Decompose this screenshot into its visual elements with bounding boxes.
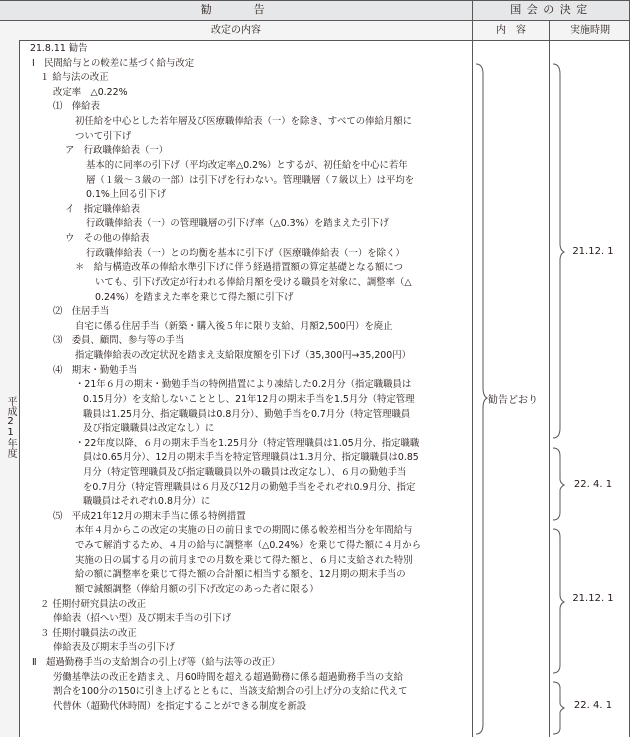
text-line: 労働基準法の改正を踏まえ、月60時間を超える超過勤務に係る超過勤務手当の支給 bbox=[53, 671, 403, 683]
header-effective-date: 実施時期 bbox=[550, 21, 630, 41]
text-line: Ⅰ 民間給与との較差に基づく給与改定 bbox=[32, 57, 195, 69]
text-line: ついて引下げ bbox=[75, 130, 132, 142]
text-line: 職職員はそれぞれ0.8月分）に bbox=[83, 496, 211, 508]
text-line: でみて解消するため、４月の給与に調整率（△0.24%）を乗じて得た額に４月から bbox=[75, 540, 421, 552]
text-line: ⑷ 期末・勤勉手当 bbox=[53, 364, 138, 376]
text-line: ウ その他の俸給表 bbox=[65, 233, 150, 245]
text-line: 俸給表（招へい型）及び期末手当の引下げ bbox=[53, 613, 232, 625]
text-line: イ 指定職俸給表 bbox=[65, 203, 141, 215]
text-line: ・21年６月の期末・勤勉手当の特例措置により凍結した0.2月分（指定職職員は bbox=[75, 379, 412, 391]
border-top bbox=[0, 0, 630, 1]
header-diet-decision: 国会の決定 bbox=[473, 0, 630, 21]
text-line: いても、引下げ改定が行われる俸給月額を受ける職員を対象に、調整率（△ bbox=[95, 276, 412, 288]
text-line: 給の額に調整率を乗じて得た額の合計額に相当する額を、12月期の期末手当の bbox=[75, 569, 406, 581]
text-line: 員は0.65月分）、12月の期末手当を特定管理職員は1.3月分、指定職職員は0.85 bbox=[83, 452, 419, 464]
text-line: ア 行政職俸給表（一） bbox=[65, 145, 169, 157]
date-2: 22. 4. 1 bbox=[573, 479, 613, 490]
text-line: 俸給表及び期末手当の引下げ bbox=[53, 642, 175, 654]
text-line: 割合を100分の150に引き上げるとともに、当該支給割合の引上げ分の支給に代えて bbox=[53, 686, 408, 698]
text-line: を0.7月分（特定管理職員は６月及び12月の勤勉手当をそれぞれ0.9月分、指定 bbox=[83, 481, 416, 493]
text-line: 行政職俸給表（一）の管理職層の引下げ率（△0.3%）を踏まえた引下げ bbox=[86, 218, 389, 230]
decision-text: 勧告どおり bbox=[488, 395, 538, 406]
header-revision-content: 改定の内容 bbox=[0, 21, 472, 41]
text-line: ⑸ 平成21年12月の期末手当に係る特例措置 bbox=[53, 510, 246, 522]
era-label: 平成21年度 bbox=[5, 396, 16, 458]
text-line: 改定率 △0.22% bbox=[53, 86, 128, 98]
era-column bbox=[0, 40, 20, 737]
text-line: 月分（特定管理職員及び指定職職員以外の職員は改定なし）、６月の勤勉手当 bbox=[83, 466, 407, 478]
date-4: 22. 4. 1 bbox=[573, 700, 613, 711]
text-line: 0.24%）を踏まえた率を乗じて得た額に引下げ bbox=[95, 291, 294, 303]
text-line: 0.15月分）を支給しないこととし、21年12月の期末手当を1.5月分（特定管理 bbox=[83, 393, 415, 405]
text-line: 基本的に同率の引下げ（平均改定率△0.2%）とするが、初任給を中心に若年 bbox=[86, 159, 408, 171]
decision-brace bbox=[474, 62, 488, 737]
text-line: ＊ 給与構造改革の俸給水準引下げに伴う経過措置額の算定基礎となる額につ bbox=[75, 262, 403, 274]
divider-main bbox=[472, 0, 473, 737]
text-line: 本年４月からこの改定の実施の日の前日までの期間に係る較差相当分を年間給与 bbox=[75, 525, 413, 537]
text-line: １ 給与法の改正 bbox=[40, 72, 109, 84]
text-line: 21.8.11 勧告 bbox=[30, 43, 88, 54]
text-line: 実施の日の属する月の前月までの月数を乗じて得た額と、６月に支給された特別 bbox=[75, 554, 413, 566]
text-line: 代替休（超勤代休時間）を指定することができる制度を新設 bbox=[53, 700, 307, 712]
text-line: 及び指定職職員は改定なし）に bbox=[83, 423, 215, 435]
text-line: ・22年度以降、６月の期末手当を1.25月分（特定管理職員は1.05月分、指定職職 bbox=[75, 437, 420, 449]
text-line: ３ 任期付職員法の改正 bbox=[40, 627, 137, 639]
text-line: 0.1%上回る引下げ bbox=[86, 189, 167, 201]
text-line: 自宅に係る住居手当（新築・購入後５年に限り支給、月額2,500円）を廃止 bbox=[75, 320, 393, 332]
text-line: ２ 任期付研究員法の改正 bbox=[40, 598, 147, 610]
header-recommendation: 勧 告 bbox=[0, 0, 472, 21]
header-content: 内 容 bbox=[473, 21, 549, 41]
text-line: 初任給を中心とした若年層及び医療職俸給表（一）を除き、すべての俸給月額に bbox=[75, 116, 412, 128]
text-line: 指定職俸給表の改定状況を踏まえ支給限度額を引下げ（35,300円→35,200円） bbox=[75, 350, 411, 362]
text-line: Ⅱ 超過勤務手当の支給割合の引上げ等（給与法等の改正） bbox=[32, 657, 281, 669]
date-1: 21.12. 1 bbox=[572, 246, 614, 257]
text-line: ⑶ 委員、顧問、参与等の手当 bbox=[53, 335, 185, 347]
date-3: 21.12. 1 bbox=[572, 593, 614, 604]
text-line: 行政職俸給表（一）との均衡を基本に引下げ（医療職俸給表（一）を除く） bbox=[86, 247, 405, 259]
text-line: 職員は1.25月分、指定職職員は0.8月分）、勤勉手当を0.7月分（特定管理職員 bbox=[83, 408, 411, 420]
text-line: 額で減額調整（俸給月額の引下げ改定のあった者に限る） bbox=[75, 583, 319, 595]
text-line: ⑴ 俸給表 bbox=[53, 101, 100, 113]
text-line: ⑵ 住居手当 bbox=[53, 306, 110, 318]
text-line: 層（１級〜３級の一部）は引下げを行わない。管理職層（７級以上）は平均を bbox=[86, 174, 415, 186]
divider-decision bbox=[549, 21, 550, 737]
